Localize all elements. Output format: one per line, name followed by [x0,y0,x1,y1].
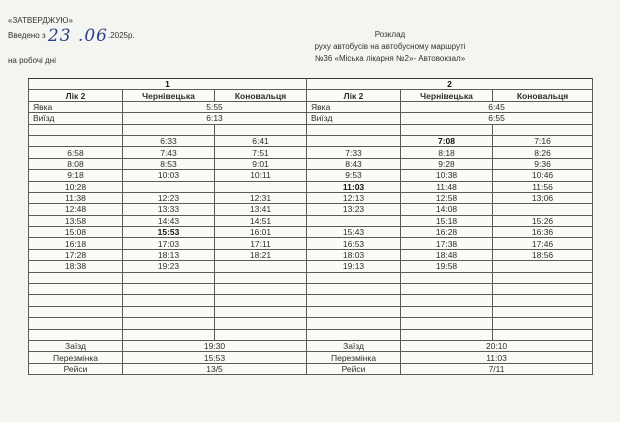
footer-value: 20:10 [401,340,593,351]
time-cell: 12:58 [401,192,493,203]
time-cell: 13:06 [493,192,593,203]
column-header-konovaltsia: Коновальця [493,90,593,101]
time-cell: 17:03 [123,238,215,249]
time-cell [307,215,401,226]
column-header-row [29,90,593,101]
footer-value: 19:30 [123,340,307,351]
time-cell: 17:11 [215,238,307,249]
footer-label: Рейси [29,363,123,374]
time-row [29,329,593,340]
time-cell [493,261,593,272]
column-header-chernivetska: Чернівецька [123,90,215,101]
time-cell: 12:31 [215,192,307,203]
time-cell: 13:41 [215,204,307,215]
time-cell [29,318,123,329]
time-cell: 10:28 [29,181,123,192]
group-number: 1 [29,79,307,90]
time-cell: 16:18 [29,238,123,249]
time-cell: 17:38 [401,238,493,249]
time-row [29,147,593,158]
time-cell: 7:43 [123,147,215,158]
time-cell [493,204,593,215]
time-cell [401,329,493,340]
footer-label: Рейси [307,363,401,374]
time-row [29,215,593,226]
footer-row [29,352,593,363]
time-cell [401,284,493,295]
entered-prefix: Введено з [8,31,46,40]
time-cell: 10:03 [123,170,215,181]
time-cell: 14:08 [401,204,493,215]
time-cell [215,124,307,135]
entered-date-handwritten: 23 .06 [47,26,108,46]
time-row [29,306,593,317]
time-cell: 19:23 [123,261,215,272]
column-header-chernivetska: Чернівецька [401,90,493,101]
time-cell [307,295,401,306]
column-header-lik: Лік 2 [307,90,401,101]
time-row [29,295,593,306]
time-row [29,238,593,249]
time-cell: 15:08 [29,227,123,238]
time-cell [401,295,493,306]
time-cell: 7:33 [307,147,401,158]
time-cell [215,272,307,283]
group-number-row [29,79,593,90]
entered-suffix: .2025р. [107,31,135,40]
time-cell: 16:01 [215,227,307,238]
time-cell [29,135,123,146]
time-cell [307,329,401,340]
time-cell: 18:13 [123,249,215,260]
time-cell: 8:43 [307,158,401,169]
time-cell: 9:28 [401,158,493,169]
schedule-table [28,78,593,375]
time-cell: 15:43 [307,227,401,238]
time-cell: 7:08 [401,135,493,146]
time-cell: 16:28 [401,227,493,238]
time-cell: 12:23 [123,192,215,203]
group-number: 2 [307,79,593,90]
time-cell [123,295,215,306]
time-cell [215,306,307,317]
time-cell: 7:51 [215,147,307,158]
time-cell [123,306,215,317]
time-cell: 8:26 [493,147,593,158]
time-cell: 8:53 [123,158,215,169]
footer-label: Заїзд [307,340,401,351]
time-row [29,284,593,295]
yavka-label: Явка [307,101,401,112]
vyizd-row [29,113,593,124]
time-cell [401,272,493,283]
time-cell: 10:11 [215,170,307,181]
time-cell [401,124,493,135]
time-cell: 9:18 [29,170,123,181]
time-cell: 15:18 [401,215,493,226]
time-row [29,249,593,260]
time-cell: 18:48 [401,249,493,260]
time-cell: 19:58 [401,261,493,272]
time-cell [493,318,593,329]
weekdays-label: на робочі дні [8,56,56,65]
time-cell: 18:38 [29,261,123,272]
time-row [29,227,593,238]
time-cell: 8:18 [401,147,493,158]
time-cell: 11:56 [493,181,593,192]
time-cell: 11:48 [401,181,493,192]
time-cell: 7:16 [493,135,593,146]
time-row [29,318,593,329]
doc-title: Розклад [374,30,406,39]
time-cell [307,124,401,135]
entered-date-line [8,26,135,46]
time-row [29,204,593,215]
doc-subtitle: руху автобусів на автобусному маршруті [314,42,466,51]
time-cell [401,318,493,329]
time-cell [215,329,307,340]
time-cell [493,124,593,135]
time-row [29,192,593,203]
time-cell [29,272,123,283]
time-row [29,135,593,146]
time-cell: 10:46 [493,170,593,181]
time-cell: 18:03 [307,249,401,260]
time-row [29,272,593,283]
time-cell: 9:53 [307,170,401,181]
time-cell [307,135,401,146]
time-cell: 18:21 [215,249,307,260]
time-cell [123,124,215,135]
vyizd-label: Виїзд [307,113,401,124]
time-cell: 6:33 [123,135,215,146]
time-cell [307,306,401,317]
time-row [29,124,593,135]
time-cell: 15:26 [493,215,593,226]
footer-row [29,363,593,374]
footer-label: Перезмінка [307,352,401,363]
time-cell [215,284,307,295]
footer-label: Заїзд [29,340,123,351]
time-cell: 16:36 [493,227,593,238]
time-row [29,170,593,181]
time-cell [307,272,401,283]
time-cell [215,295,307,306]
time-cell [29,124,123,135]
time-cell: 8:08 [29,158,123,169]
time-cell [123,318,215,329]
column-header-konovaltsia: Коновальця [215,90,307,101]
footer-row [29,340,593,351]
time-cell: 15:53 [123,227,215,238]
yavka-row [29,101,593,112]
time-cell [307,318,401,329]
approved-label: «ЗАТВЕРДЖУЮ» [8,16,73,25]
time-cell [215,318,307,329]
time-cell: 13:33 [123,204,215,215]
time-cell [215,181,307,192]
time-cell: 6:58 [29,147,123,158]
yavka-time: 5:55 [123,101,307,112]
footer-label: Перезмінка [29,352,123,363]
time-cell [29,306,123,317]
time-cell [401,306,493,317]
yavka-label: Явка [29,101,123,112]
vyizd-label: Виїзд [29,113,123,124]
time-row [29,261,593,272]
time-row [29,181,593,192]
time-cell: 13:23 [307,204,401,215]
time-cell: 18:56 [493,249,593,260]
column-header-lik: Лік 2 [29,90,123,101]
time-cell [29,295,123,306]
time-cell [29,329,123,340]
time-cell: 19:13 [307,261,401,272]
footer-value: 15:53 [123,352,307,363]
vyizd-time: 6:55 [401,113,593,124]
time-cell: 11:38 [29,192,123,203]
time-cell: 17:28 [29,249,123,260]
time-cell [123,272,215,283]
time-cell [493,295,593,306]
time-cell [493,306,593,317]
footer-value: 11:03 [401,352,593,363]
time-cell [215,261,307,272]
time-cell: 6:41 [215,135,307,146]
time-cell [29,284,123,295]
time-cell: 14:43 [123,215,215,226]
footer-value: 7/11 [401,363,593,374]
yavka-time: 6:45 [401,101,593,112]
time-cell: 12:48 [29,204,123,215]
time-cell [123,284,215,295]
time-cell [493,329,593,340]
time-cell [307,284,401,295]
time-cell [123,329,215,340]
time-cell: 9:36 [493,158,593,169]
time-cell: 9:01 [215,158,307,169]
time-cell: 17:46 [493,238,593,249]
vyizd-time: 6:13 [123,113,307,124]
time-cell [123,181,215,192]
footer-value: 13/5 [123,363,307,374]
time-row [29,158,593,169]
time-cell: 13:58 [29,215,123,226]
time-cell [493,284,593,295]
time-cell: 14:51 [215,215,307,226]
time-cell: 10:38 [401,170,493,181]
time-cell: 16:53 [307,238,401,249]
route-name: №36 «Міська лікарня №2»- Автовокзал» [314,54,466,63]
time-cell: 11:03 [307,181,401,192]
time-cell [493,272,593,283]
time-cell: 12:13 [307,192,401,203]
